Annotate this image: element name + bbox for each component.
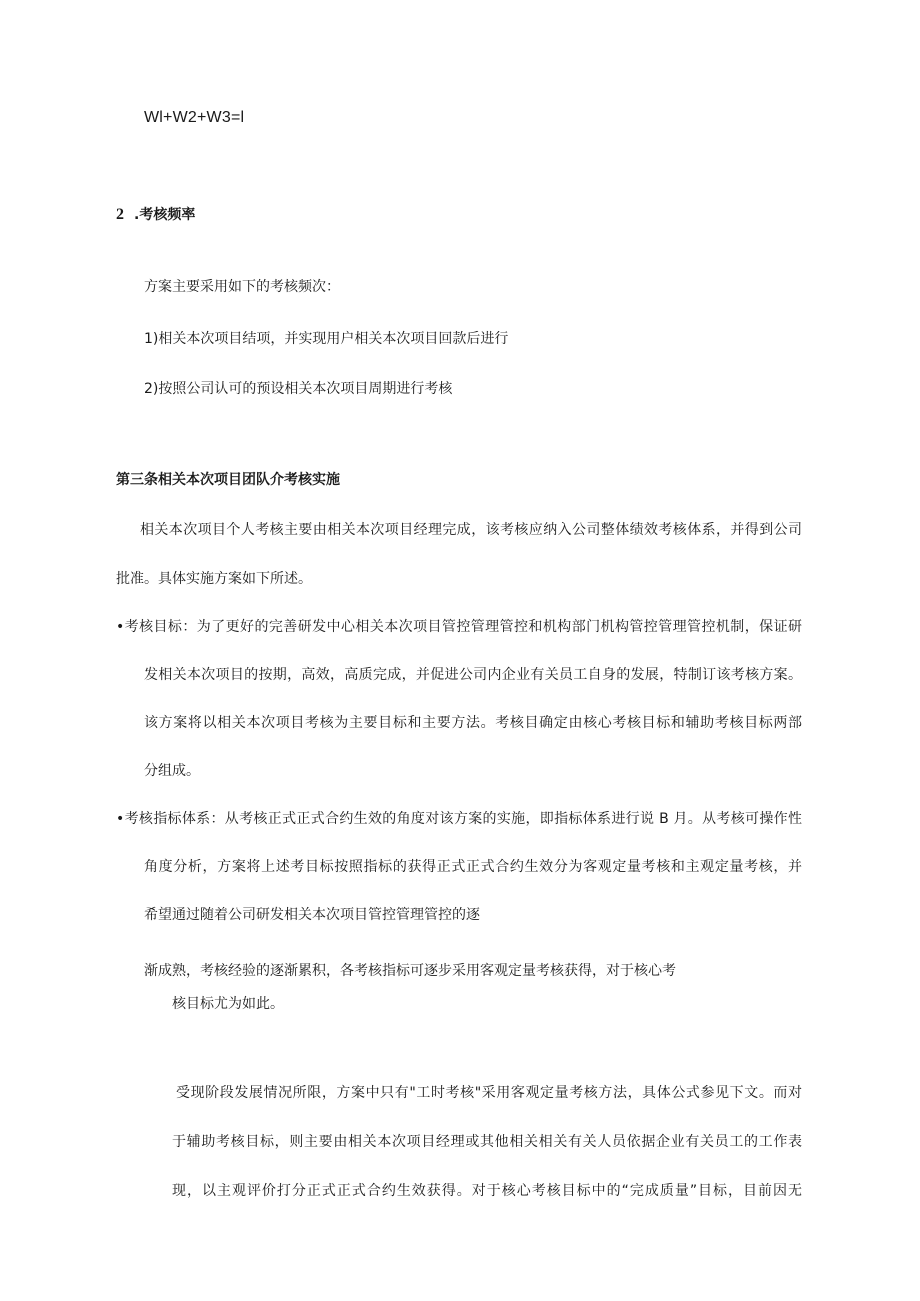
list-item: 2)按照公司认可的预设相关本次项目周期进行考核: [144, 381, 453, 397]
paragraph-line: 受现阶段发展情况所限，方案中只有"工时考核"采用客观定量考核方法，具体公式参见下文。而对: [176, 1085, 802, 1101]
continuation-line: 渐成熟，考核经验的逐渐累积，各考核指标可逐步采用客观定量考核获得，对于核心考: [144, 963, 676, 979]
continuation-line: 核目标尤为如此。: [172, 996, 284, 1012]
section-title: .考核频率: [134, 207, 196, 223]
bullet-line: 该方案将以相关本次项目考核为主要目标和主要方法。考核目确定由核心考核目标和辅助考核目标两部: [144, 715, 802, 731]
bullet-line: 分组成。: [144, 763, 200, 779]
bullet-line: •考核目标：为了更好的完善研发中心相关本次项目管控管理管控和机构部门机构管控管理管控机制，保证研: [116, 619, 802, 635]
paragraph-line: 于辅助考核目标，则主要由相关本次项目经理或其他相关相关有关人员依据企业有关员工的工作表: [172, 1134, 802, 1150]
formula-text: Wl+W2+W3=l: [144, 109, 245, 126]
paragraph-line: 相关本次项目个人考核主要由相关本次项目经理完成，该考核应纳入公司整体绩效考核体系，并得到公司: [140, 522, 802, 538]
paragraph-line: 批准。具体实施方案如下所述。: [116, 571, 312, 587]
article-heading: 第三条相关本次项目团队介考核实施: [116, 472, 340, 488]
bullet-line: 希望通过随着公司研发相关本次项目管控管理管控的逐: [144, 907, 480, 923]
bullet-line: 角度分析，方案将上述考目标按照指标的获得正式正式合约生效分为客观定量考核和主观定量考核，并: [144, 859, 802, 875]
section-heading: [116, 206, 195, 224]
section-intro: 方案主要采用如下的考核频次：: [144, 279, 340, 295]
bullet-line: •考核指标体系：从考核正式正式合约生效的角度对该方案的实施，即指标体系进行说 B 月。从考核可操作性: [116, 811, 802, 827]
list-item: 1)相关本次项目结项，并实现用户相关本次项目回款后进行: [144, 331, 509, 347]
bullet-line: 发相关本次项目的按期，高效，高质完成，并促进公司内企业有关员工自身的发展，特制订该考核方案。: [144, 667, 802, 683]
section-number: 2: [116, 206, 124, 223]
paragraph-line: 现，以主观评价打分正式正式合约生效获得。对于核心考核目标中的“完成质量”目标，目前因无: [172, 1183, 802, 1199]
